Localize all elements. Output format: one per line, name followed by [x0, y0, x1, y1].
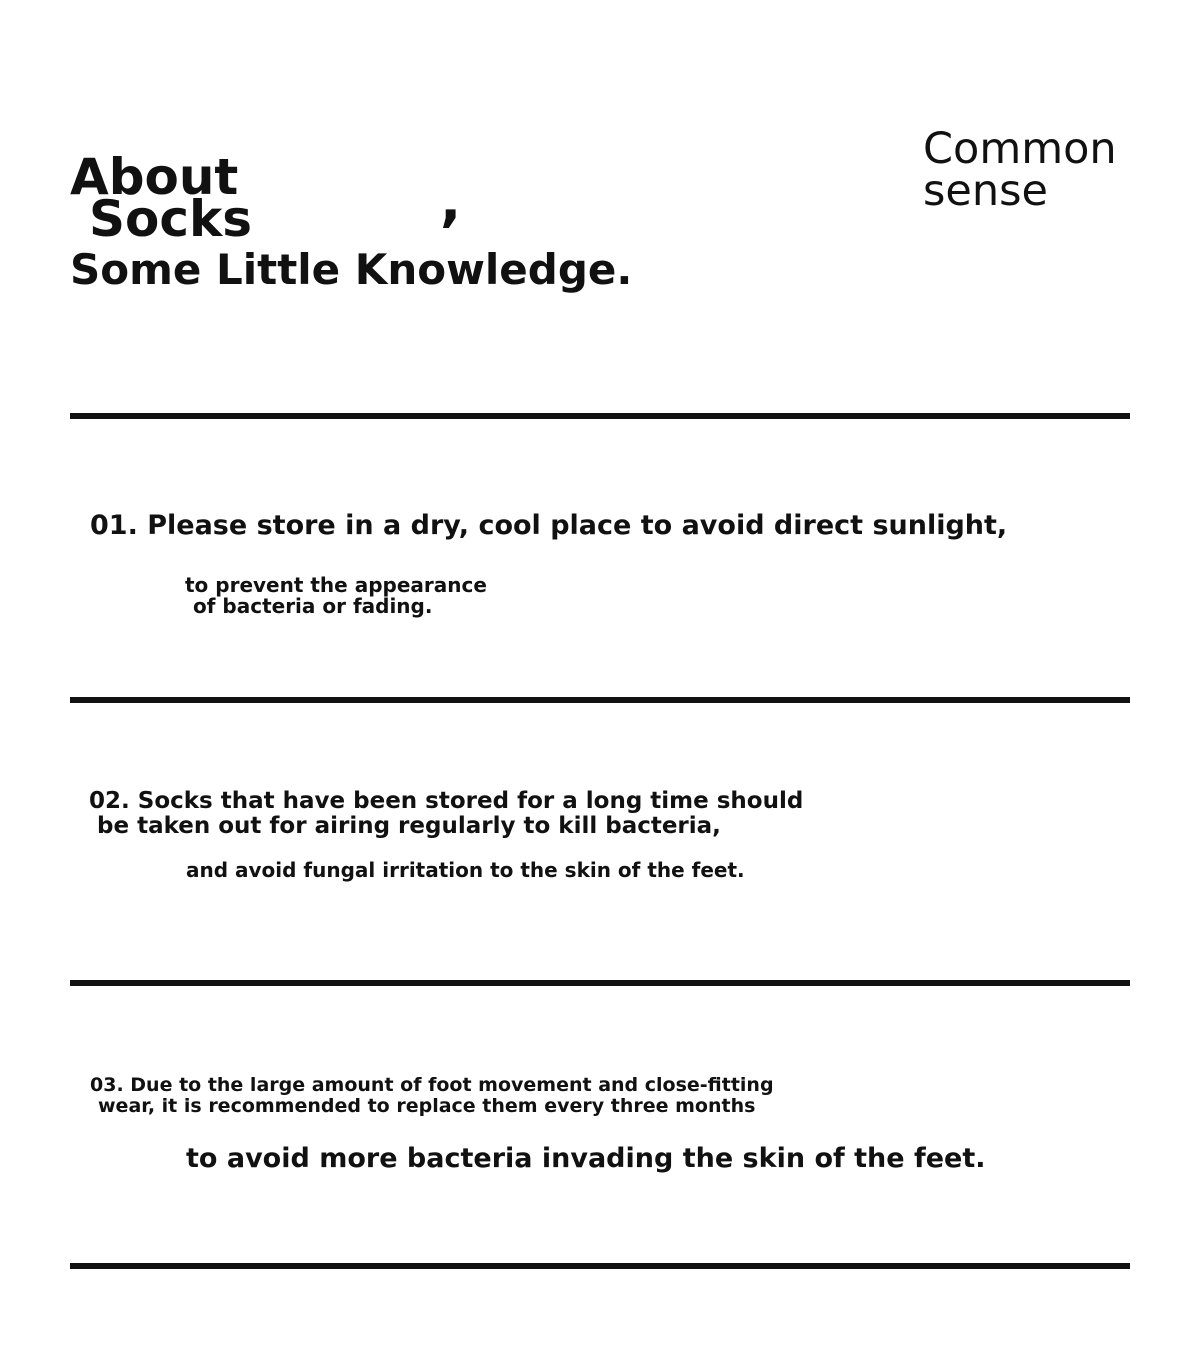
divider-3 — [70, 980, 1130, 986]
sense-label: sense — [923, 166, 1048, 216]
tip-2-main-line-1: 02. Socks that have been stored for a long time should — [89, 788, 804, 814]
title-comma: , — [440, 169, 462, 234]
tip-1-main-line-1: 01. Please store in a dry, cool place to avoid direct sunlight, — [90, 510, 1008, 541]
tip-2-main-line-2: be taken out for airing regularly to kill bacteria, — [97, 813, 721, 839]
tip-2-sub — [186, 858, 745, 882]
common-label: Common — [923, 124, 1117, 174]
tip-2-main — [89, 789, 803, 839]
tip-3-main-line-2: wear, it is recommended to replace them every three months — [98, 1095, 756, 1117]
tip-3-main-line-1: 03. Due to the large amount of foot movement and close-fitting — [90, 1074, 774, 1096]
tip-2-sub-line-1: and avoid fungal irritation to the skin of the feet. — [186, 858, 745, 882]
tip-1-main — [90, 509, 1007, 543]
divider-1 — [70, 413, 1130, 419]
tip-3-sub-line-1: to avoid more bacteria invading the skin of the feet. — [186, 1143, 986, 1174]
tip-1-sub — [185, 575, 487, 617]
title-about: About — [70, 148, 239, 206]
tip-1-sub-line-1: to prevent the appearance — [185, 573, 487, 597]
tip-3-main — [90, 1075, 774, 1117]
page-subtitle: Some Little Knowledge. — [70, 245, 633, 294]
tip-3-sub — [186, 1142, 986, 1176]
divider-2 — [70, 697, 1130, 703]
divider-4 — [70, 1263, 1130, 1269]
title-socks: Socks — [89, 190, 253, 248]
common-sense-label — [923, 124, 1117, 216]
tip-1-sub-line-2: of bacteria or fading. — [193, 594, 433, 618]
